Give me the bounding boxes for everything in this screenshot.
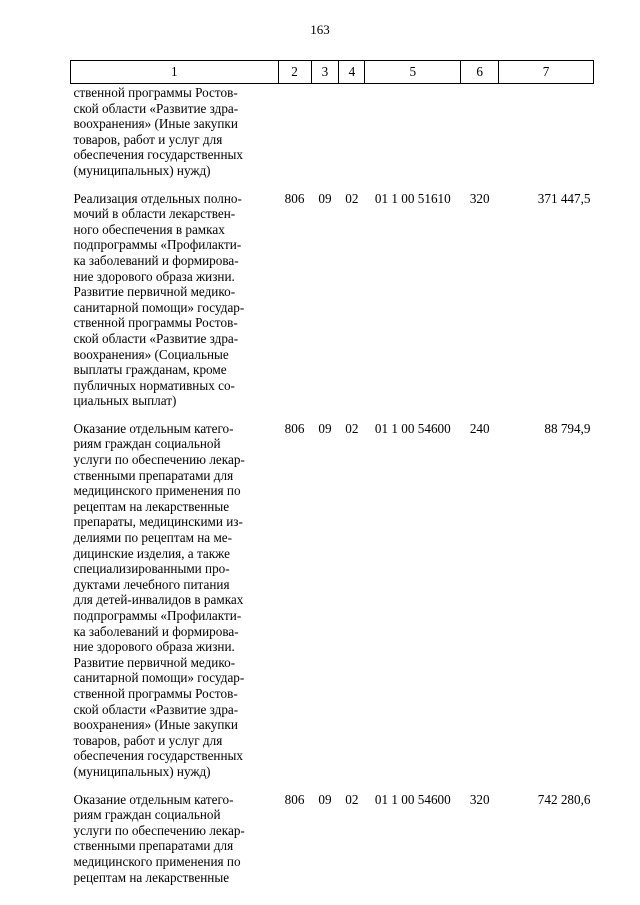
description-line: ской области «Развитие здра-	[73, 100, 239, 116]
ministry-code: 806	[284, 420, 305, 436]
description-line: воохранения» (Иные закупки	[73, 116, 238, 132]
description-line: ственными препаратами для	[73, 467, 234, 483]
description-line: ственной программы Ростов-	[73, 685, 238, 701]
subsection-code: 02	[345, 791, 359, 807]
target-article-code: 01 1 00 54600	[374, 791, 451, 807]
description-line: ственными препаратами для	[73, 838, 234, 854]
amount: 371 447,5	[537, 190, 591, 206]
target-article-code: 01 1 00 54600	[374, 420, 451, 436]
row-description	[71, 780, 279, 886]
expense-type-code: 320	[469, 791, 490, 807]
table-row	[71, 780, 594, 886]
description-line: ного обеспечения в рамках	[73, 221, 225, 237]
description-line: выплаты гражданам, кроме	[73, 362, 227, 378]
description-line: воохранения» (Иные закупки	[73, 717, 238, 733]
description-line: ние здорового образа жизни.	[73, 639, 235, 655]
column-header-6: 6	[461, 61, 499, 84]
description-line: товаров, работ и услуг для	[73, 131, 223, 147]
description-line: санитарной помощи» государ-	[73, 299, 245, 315]
column-header-2: 2	[278, 61, 311, 84]
description-line: Развитие первичной медико-	[73, 654, 236, 670]
description-line: обеспечения государственных	[73, 147, 243, 163]
description-line: ка заболеваний и формирова-	[73, 252, 239, 268]
description-line: ка заболеваний и формирова-	[73, 623, 239, 639]
description-line: рецептам на лекарственные	[73, 498, 230, 514]
description-line: обеспечения государственных	[73, 748, 243, 764]
description-line: товаров, работ и услуг для	[73, 732, 223, 748]
description-line: медицинского применения по	[73, 483, 241, 499]
description-line: Развитие первичной медико-	[73, 284, 236, 300]
section-code: 09	[318, 190, 332, 206]
description-line: санитарной помощи» государ-	[73, 670, 245, 686]
description-line: дуктами лечебного питания	[73, 576, 230, 592]
description-line: (муниципальных) нужд)	[73, 763, 211, 779]
description-line: мочий в области лекарствен-	[73, 206, 236, 222]
description-line: подпрограммы «Профилакти-	[73, 237, 242, 253]
amount: 88 794,9	[544, 420, 591, 436]
page-number: 163	[310, 22, 330, 37]
description-line: циальных выплат)	[73, 393, 177, 409]
description-line: делиями по рецептам на ме-	[73, 530, 233, 546]
target-article-code	[365, 84, 461, 179]
description-line: рецептам на лекарственные	[73, 869, 230, 885]
table-row	[71, 84, 594, 179]
description-line: ской области «Развитие здра-	[73, 701, 239, 717]
row-description	[71, 84, 279, 179]
section-code	[311, 84, 339, 179]
amount	[499, 84, 594, 179]
column-header-1: 1	[71, 61, 279, 84]
description-line: риям граждан социальной	[73, 807, 221, 823]
column-header-5: 5	[365, 61, 461, 84]
description-line: Оказание отдельным катего-	[73, 791, 234, 807]
table-row	[71, 409, 594, 780]
row-description	[71, 179, 279, 409]
row-description	[71, 409, 279, 780]
description-line: Оказание отдельным катего-	[73, 420, 234, 436]
subsection-code	[339, 84, 365, 179]
description-line: Реализация отдельных полно-	[73, 190, 242, 206]
column-header-4: 4	[339, 61, 365, 84]
ministry-code: 806	[284, 190, 305, 206]
column-header-7: 7	[499, 61, 594, 84]
description-line: ственной программы Ростов-	[73, 315, 238, 331]
description-line: для детей-инвалидов в рамках	[73, 592, 244, 608]
description-line: препараты, медицинскими из-	[73, 514, 243, 530]
description-line: публичных нормативных со-	[73, 377, 235, 393]
description-line: ственной программы Ростов-	[73, 85, 238, 100]
target-article-code: 01 1 00 51610	[374, 190, 451, 206]
section-code: 09	[318, 791, 332, 807]
table-body	[71, 84, 594, 886]
header-row	[71, 61, 594, 84]
ministry-code	[278, 84, 311, 179]
expense-type-code	[461, 84, 499, 179]
subsection-code: 02	[345, 190, 359, 206]
description-line: медицинского применения по	[73, 853, 241, 869]
description-line: специализированными про-	[73, 561, 230, 577]
ministry-code: 806	[284, 791, 305, 807]
expense-type-code: 320	[469, 190, 490, 206]
description-line: услуги по обеспечению лекар-	[73, 822, 245, 838]
description-line: (муниципальных) нужд)	[73, 162, 211, 178]
amount: 742 280,6	[537, 791, 591, 807]
description-line: дицинские изделия, а также	[73, 545, 230, 561]
section-code: 09	[318, 420, 332, 436]
subsection-code: 02	[345, 420, 359, 436]
description-line: риям граждан социальной	[73, 436, 221, 452]
budget-table	[70, 60, 594, 885]
expense-type-code: 240	[469, 420, 490, 436]
description-line: воохранения» (Социальные	[73, 346, 229, 362]
table-header	[71, 61, 594, 84]
description-line: ние здорового образа жизни.	[73, 268, 235, 284]
column-header-3: 3	[311, 61, 339, 84]
table-row	[71, 179, 594, 409]
description-line: услуги по обеспечению лекар-	[73, 452, 245, 468]
description-line: подпрограммы «Профилакти-	[73, 608, 242, 623]
description-line: ской области «Развитие здра-	[73, 330, 239, 346]
